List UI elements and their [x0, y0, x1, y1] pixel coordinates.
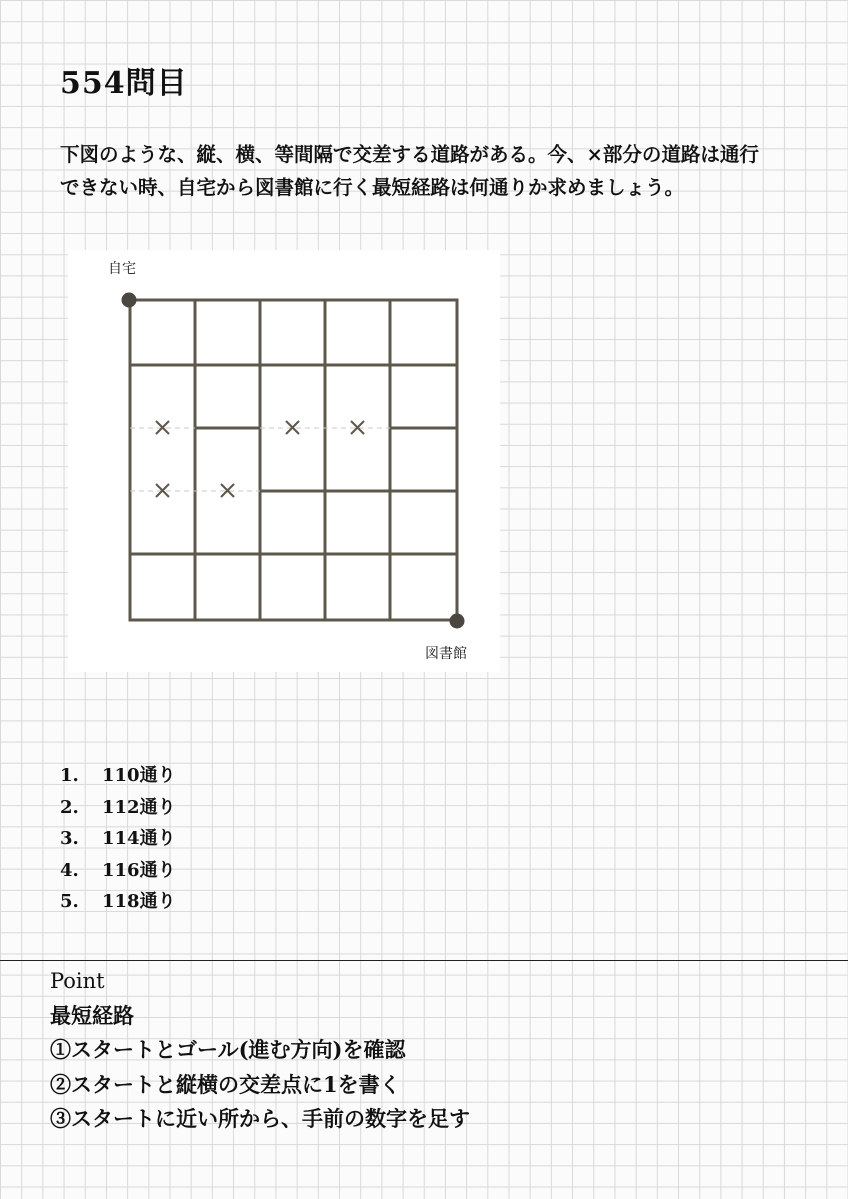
end-point [450, 614, 465, 629]
choice-number: 5. [60, 891, 79, 912]
choice-number: 2. [60, 796, 79, 818]
choice-number: 3. [60, 828, 79, 849]
choice-label: 110通り [102, 765, 176, 786]
choice-label: 114通り [102, 828, 176, 849]
point-heading: Point [50, 969, 105, 993]
problem-title: 554問目 [60, 66, 188, 101]
choice-label: 112通り [102, 796, 176, 818]
point-step: ①スタートとゴール(進む方向)を確認 [50, 1037, 406, 1062]
choice-label: 116通り [102, 859, 176, 881]
question-line: できない時、自宅から図書館に行く最短経路は何通りか求めましょう。 [60, 176, 685, 199]
point-section [50, 964, 470, 1137]
start-point [122, 293, 137, 308]
choice-number: 1. [60, 765, 79, 786]
question-text [60, 138, 830, 204]
point-topic: 最短経路 [50, 1002, 134, 1028]
section-divider [0, 960, 848, 961]
choice-3 [60, 823, 176, 855]
start-label: 自宅 [108, 261, 136, 277]
choice-2 [60, 792, 176, 824]
choice-label: 118通り [102, 891, 176, 912]
end-label: 図書館 [425, 646, 467, 662]
question-line: 下図のような、縦、横、等間隔で交差する道路がある。今、×部分の道路は通行 [60, 143, 759, 166]
choice-5 [60, 886, 176, 918]
road-lines [130, 300, 457, 620]
road-grid-svg [68, 250, 500, 672]
choice-4 [60, 855, 176, 887]
choice-number: 4. [60, 859, 79, 881]
point-step: ②スタートと縦横の交差点に1を書く [50, 1071, 401, 1097]
choice-1 [60, 760, 176, 792]
answer-choices [60, 760, 176, 918]
point-step: ③スタートに近い所から、手前の数字を足す [50, 1106, 470, 1131]
road-grid-figure [68, 250, 500, 672]
